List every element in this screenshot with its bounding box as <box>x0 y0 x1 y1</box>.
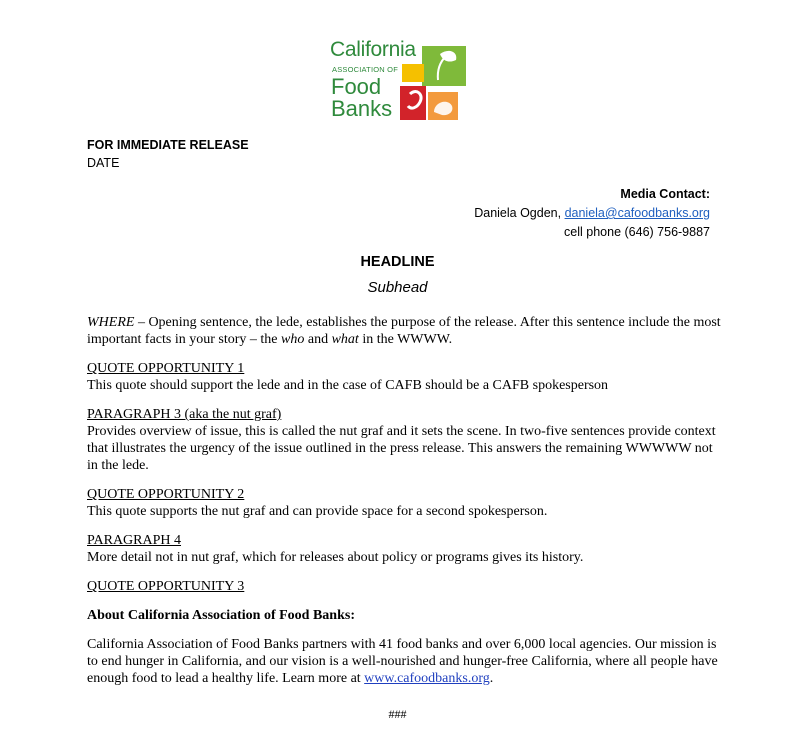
logo-line-association: ASSOCIATION OF <box>332 65 399 74</box>
logo-line-california: California <box>330 38 416 61</box>
about-text: California Association of Food Banks partners with 41 food banks and over 6,000 local agencies. Our mission is to end hunger in California, and our vision is a well-nourished and hunger-free California, where all people have enough food to lead a healthy life. Learn more at <box>87 637 718 686</box>
contact-phone: cell phone (646) 756-9887 <box>564 225 710 239</box>
release-label: FOR IMMEDIATE RELEASE <box>87 138 249 152</box>
quote-1-text: This quote should support the lede and in the case of CAFB should be a CAFB spokesperson <box>87 378 609 393</box>
headline: HEADLINE <box>360 254 435 270</box>
subhead: Subhead <box>367 279 428 296</box>
release-date: DATE <box>87 156 120 170</box>
logo-fruit-squares-icon <box>398 42 472 124</box>
contact-title: Media Contact: <box>620 187 710 201</box>
contact-name: Daniela Ogden, <box>474 206 565 220</box>
quote-2-title: QUOTE OPPORTUNITY 2 <box>87 487 245 502</box>
contact-email-link[interactable]: daniela@cafoodbanks.org <box>564 206 710 220</box>
lede-paragraph <box>87 314 727 348</box>
lede-text: – Opening sentence, the lede, establishes the purpose of the release. After this sentence include the most important facts in your story – the <box>87 315 721 347</box>
media-contact <box>474 185 710 242</box>
paragraph-4-section <box>87 532 727 566</box>
paragraph-3-title: PARAGRAPH 3 (aka the nut graf) <box>87 407 282 422</box>
logo-line-food: Food <box>331 74 382 99</box>
paragraph-4-text: More detail not in nut graf, which for releases about policy or programs gives its history. <box>87 550 584 565</box>
quote-3-title: QUOTE OPPORTUNITY 3 <box>87 579 245 594</box>
quote-1-title: QUOTE OPPORTUNITY 1 <box>87 361 245 376</box>
website-link[interactable]: www.cafoodbanks.org <box>364 671 490 686</box>
quote-3-section <box>87 578 727 595</box>
lede-end: in the WWWW. <box>358 332 453 347</box>
quote-1-section <box>87 360 727 394</box>
lede-and: and <box>304 332 332 347</box>
about-paragraph <box>87 636 727 687</box>
where-label: WHERE <box>87 315 135 330</box>
cafb-logo <box>330 38 472 124</box>
paragraph-3-text: Provides overview of issue, this is called the nut graf and it sets the scene. In two-five sentences provide context that illustrates the urgency of the issue outlined in the press release. This answers the remaining WWWWW not in the lede. <box>87 424 716 473</box>
about-end: . <box>489 671 494 686</box>
lede-who: who <box>281 332 305 347</box>
quote-2-text: This quote supports the nut graf and can provide space for a second spokesperson. <box>87 504 548 519</box>
about-title: About California Association of Food Banks: <box>87 608 355 623</box>
end-mark: ### <box>388 707 407 721</box>
lede-what: what <box>331 332 359 347</box>
contact-line <box>474 204 710 223</box>
release-block <box>87 136 249 172</box>
paragraph-4-title: PARAGRAPH 4 <box>87 533 182 548</box>
logo-line-banks: Banks <box>331 96 393 121</box>
release-body <box>87 314 727 699</box>
paragraph-3-section <box>87 406 727 474</box>
quote-2-section <box>87 486 727 520</box>
